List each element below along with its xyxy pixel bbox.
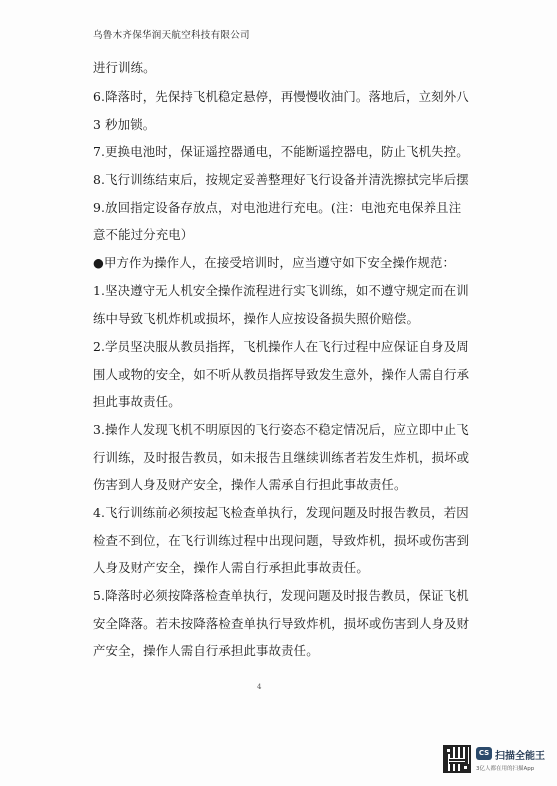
body-line: 8.飞行训练结束后，按规定妥善整理好飞行设备并清洗擦拭完毕后摆 bbox=[93, 172, 469, 187]
body-line: 意不能过分充电） bbox=[93, 227, 194, 242]
body-line: 5.降落时必须按降落检查单执行，发现问题及时报告教员，保证飞机 bbox=[93, 588, 469, 603]
section-intro: ●甲方作为操作人，在接受培训时，应当遵守如下安全操作规范： bbox=[93, 255, 456, 270]
watermark-brand-name: 扫描全能王 bbox=[495, 751, 545, 762]
body-line: 围人或物的安全，如不听从教员指挥导致发生意外，操作人需自行承 bbox=[93, 367, 470, 382]
body-line: 4.飞行训练前必须按起飞检查单执行，发现问题及时报告教员，若因 bbox=[93, 505, 469, 520]
body-line: 6.降落时，先保持飞机稳定悬停，再慢慢收油门。落地后，立刻外八 bbox=[93, 89, 469, 104]
body-line: 3 秒加锁。 bbox=[93, 117, 156, 132]
body-line: 检查不到位，在飞行训练过程中出现问题，导致炸机，损坏或伤害到 bbox=[93, 533, 470, 548]
body-line: 9.放回指定设备存放点，对电池进行充电。(注：电池充电保养且注 bbox=[93, 200, 462, 215]
body-line: 伤害到人身及财产安全，操作人需承自行担此事故责任。 bbox=[93, 477, 407, 492]
body-line: 担此事故责任。 bbox=[93, 394, 181, 409]
body-line: 练中导致飞机炸机或损坏，操作人应按设备损失照价赔偿。 bbox=[93, 311, 420, 326]
body-line: 产安全，操作人需自行承担此事故责任。 bbox=[93, 643, 319, 658]
qr-code-icon bbox=[443, 745, 471, 773]
body-line: 2.学员坚决服从教员指挥，飞机操作人在飞行过程中应保证自身及周 bbox=[93, 339, 469, 354]
company-header: 乌鲁木齐保华润天航空科技有限公司 bbox=[93, 30, 250, 41]
body-line: 行训练，及时报告教员，如未报告且继续训练者若发生炸机，损坏或 bbox=[93, 450, 470, 465]
body-line: 7.更换电池时，保证遥控器通电，不能断遥控器电，防止飞机失控。 bbox=[93, 144, 469, 159]
camscanner-logo-icon: CS bbox=[476, 747, 492, 760]
body-line: 人身及财产安全，操作人需自行承担此事故责任。 bbox=[93, 560, 369, 575]
body-line: 安全降落。若未按降落检查单执行导致炸机，损坏或伤害到人身及财 bbox=[93, 616, 470, 631]
watermark-tagline: 3亿人都在用的扫描App bbox=[476, 766, 535, 772]
body-line: 1.坚决遵守无人机安全操作流程进行实飞训练，如不遵守规定而在训 bbox=[93, 283, 469, 298]
body-line: 进行训练。 bbox=[93, 60, 156, 75]
body-line: 3.操作人发现飞机不明原因的飞行姿态不稳定情况后，应立即中止飞 bbox=[93, 422, 469, 437]
page-number: 4 bbox=[257, 683, 262, 691]
